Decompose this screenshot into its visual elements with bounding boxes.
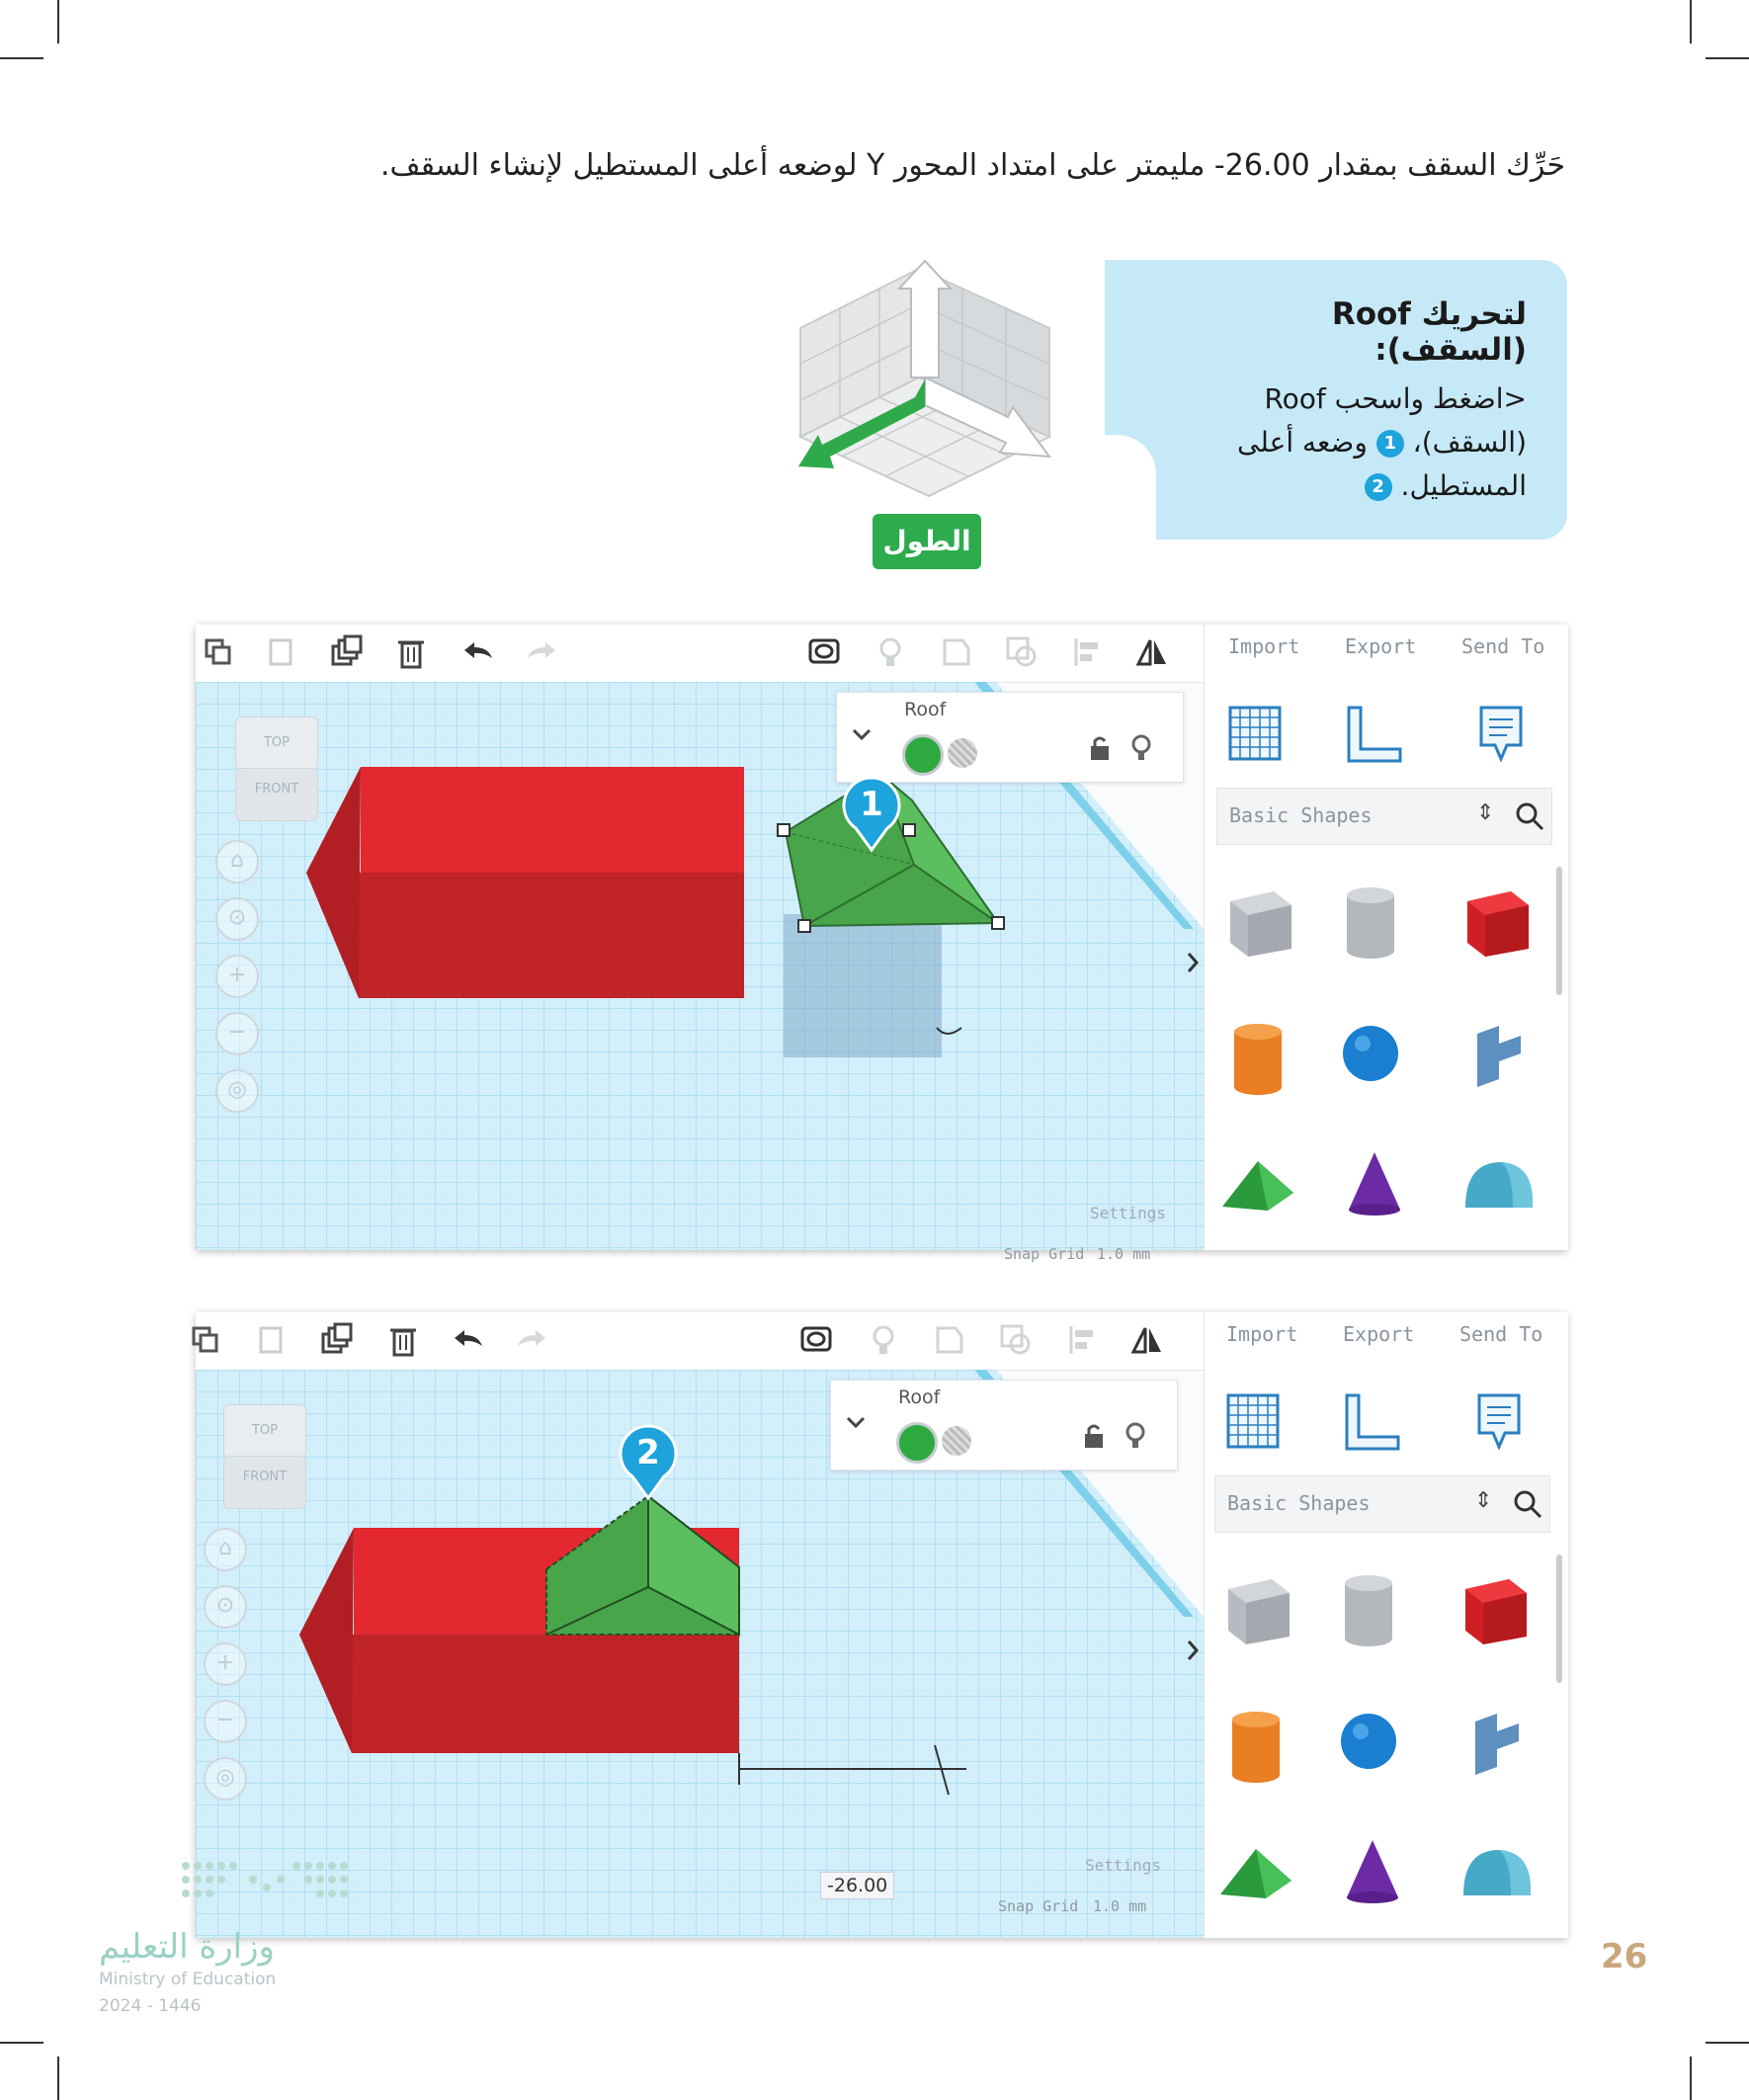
fit-view-button[interactable]: ⊙	[215, 897, 259, 941]
view-cube-front[interactable]: FRONT	[223, 1456, 306, 1509]
paste-icon[interactable]	[253, 1322, 289, 1358]
redo-icon[interactable]	[524, 634, 559, 670]
import-button[interactable]: Import	[1226, 1322, 1298, 1346]
snap-grid-value[interactable]: 1.0 mm	[1097, 1245, 1151, 1263]
snap-grid-value[interactable]: 1.0 mm	[1093, 1897, 1147, 1915]
export-button[interactable]: Export	[1343, 1322, 1415, 1346]
import-button[interactable]: Import	[1228, 634, 1300, 658]
step-2-pin-number: 2	[636, 1433, 660, 1472]
view-cube[interactable]	[223, 1404, 304, 1518]
tinkercad-screenshot-1	[196, 625, 1567, 1263]
workplane-grid-icon[interactable]	[1228, 706, 1282, 761]
callout-body-part1: <اضغط واسحب Roof (السقف)،	[1264, 382, 1527, 459]
shape-cone-purple-icon[interactable]	[1345, 1148, 1404, 1218]
group-icon[interactable]	[932, 1322, 967, 1358]
ministry-name-arabic: وزارة التعليم	[99, 1927, 275, 1967]
ungroup-icon[interactable]	[1004, 634, 1040, 670]
step-1-pin-number: 1	[860, 785, 883, 824]
shape-sphere-blue-icon[interactable]	[1339, 1022, 1402, 1085]
crop-mark	[57, 0, 59, 43]
shape-sphere-blue-icon[interactable]	[1337, 1710, 1400, 1773]
zoom-in-button[interactable]: +	[215, 955, 259, 998]
shape-cone-purple-icon[interactable]	[1343, 1836, 1402, 1905]
notes-shape-icon[interactable]	[1477, 704, 1525, 765]
page-number: 26	[1601, 1937, 1648, 1976]
academic-year: 2024 - 1446	[99, 1996, 202, 2016]
mirror-icon[interactable]	[1129, 1322, 1165, 1358]
shape-halfcylinder-teal-icon[interactable]	[1459, 1844, 1535, 1899]
crop-mark	[1690, 2057, 1692, 2100]
collapse-panel-arrow-icon[interactable]	[1186, 951, 1200, 974]
orthographic-button[interactable]: ◎	[215, 1069, 259, 1113]
toolbar	[196, 625, 1204, 683]
workplane-grid-icon[interactable]	[1226, 1393, 1280, 1449]
hole-swatch[interactable]	[942, 1426, 971, 1456]
lightbulb-icon[interactable]	[866, 1322, 901, 1358]
trash-icon[interactable]	[385, 1322, 421, 1358]
step-2-marker: 2	[1365, 473, 1392, 501]
instruction-text: حَرِّك السقف بمقدار 26.00- مليمتر على امتداد المحور Y لوضعه أعلى المستطيل لإنشاء السقف.	[380, 148, 1565, 183]
callout-text	[1196, 296, 1527, 508]
view-cube-front[interactable]: FRONT	[235, 768, 318, 821]
shape-box-grey-icon[interactable]	[1222, 883, 1299, 963]
shape-cylinder-orange-icon[interactable]	[1226, 1708, 1286, 1787]
scrollbar[interactable]	[1556, 867, 1562, 995]
shape-inspector[interactable]	[836, 692, 1184, 783]
visibility-bulb-icon[interactable]	[1124, 1422, 1146, 1450]
copy-icon[interactable]	[188, 1322, 223, 1358]
shape-cylinder-orange-icon[interactable]	[1228, 1020, 1288, 1099]
view-cube-top[interactable]: TOP	[223, 1404, 306, 1458]
orthographic-button[interactable]: ◎	[204, 1757, 247, 1801]
settings-button[interactable]: Settings	[1085, 1856, 1162, 1875]
crop-mark	[1706, 2042, 1749, 2044]
shape-library-label: Basic Shapes	[1227, 1491, 1371, 1515]
zoom-out-button[interactable]: −	[204, 1700, 247, 1743]
send-to-button[interactable]: Send To	[1461, 634, 1545, 658]
send-to-button[interactable]: Send To	[1459, 1322, 1543, 1346]
undo-icon[interactable]	[451, 1322, 486, 1358]
zoom-out-button[interactable]: −	[215, 1012, 259, 1055]
shape-library-label: Basic Shapes	[1229, 803, 1373, 827]
snap-grid-label: Snap Grid	[1004, 1245, 1085, 1263]
align-icon[interactable]	[1065, 1322, 1101, 1358]
shape-roof-green-icon[interactable]	[1216, 1841, 1295, 1900]
fit-view-button[interactable]: ⊙	[204, 1585, 247, 1629]
step-1-pin	[840, 779, 903, 852]
snap-grid-label: Snap Grid	[998, 1897, 1079, 1915]
inspector-title: Roof	[898, 1386, 941, 1408]
home-view-button[interactable]: ⌂	[204, 1528, 247, 1571]
undo-icon[interactable]	[460, 634, 496, 670]
zoom-in-button[interactable]: +	[204, 1642, 247, 1686]
ruler-icon[interactable]	[1343, 1391, 1400, 1453]
lock-icon[interactable]	[1083, 1422, 1105, 1450]
paste-icon[interactable]	[263, 634, 298, 670]
group-icon[interactable]	[939, 634, 974, 670]
shape-box-red-icon[interactable]	[1459, 883, 1537, 963]
sort-arrows-icon[interactable]: ⇕	[1474, 1488, 1493, 1513]
workplane-canvas[interactable]	[196, 682, 1204, 1263]
scrollbar[interactable]	[1556, 1554, 1562, 1683]
shape-text-icon[interactable]	[1467, 1708, 1527, 1777]
ruler-icon[interactable]	[1345, 704, 1402, 765]
chevron-down-icon[interactable]	[845, 1414, 867, 1430]
trash-icon[interactable]	[393, 634, 429, 670]
collapse-panel-arrow-icon[interactable]	[1186, 1638, 1200, 1662]
shape-cylinder-grey-icon[interactable]	[1339, 1571, 1398, 1650]
align-icon[interactable]	[1070, 634, 1106, 670]
export-button[interactable]: Export	[1345, 634, 1417, 658]
sort-arrows-icon[interactable]: ⇕	[1476, 800, 1495, 825]
mirror-icon[interactable]	[1134, 634, 1170, 670]
copy-icon[interactable]	[201, 634, 236, 670]
axis-length-badge: الطول	[873, 514, 981, 569]
lightbulb-icon[interactable]	[873, 634, 908, 670]
duplicate-icon[interactable]	[319, 1322, 355, 1358]
workplane-canvas[interactable]	[196, 1370, 1204, 1938]
callout-body-part2: وضعه أعلى المستطيل.	[1237, 426, 1527, 502]
redo-icon[interactable]	[514, 1322, 549, 1358]
shape-cylinder-grey-icon[interactable]	[1341, 883, 1400, 963]
inspector-title: Roof	[904, 699, 947, 720]
step-1-marker: 1	[1376, 430, 1404, 458]
search-icon[interactable]	[1514, 800, 1545, 832]
y-offset-field[interactable]: -26.00	[820, 1872, 894, 1899]
axis-cube-icon	[791, 259, 1059, 506]
home-view-button[interactable]: ⌂	[215, 840, 259, 883]
hole-swatch[interactable]	[948, 738, 977, 768]
step-2-pin	[617, 1427, 680, 1500]
shape-roof-green-icon[interactable]	[1218, 1153, 1297, 1213]
settings-button[interactable]: Settings	[1090, 1204, 1167, 1222]
ungroup-icon[interactable]	[998, 1322, 1034, 1358]
solid-color-swatch[interactable]	[896, 1422, 938, 1464]
shape-halfcylinder-teal-icon[interactable]	[1461, 1156, 1537, 1212]
shape-library-select[interactable]	[1214, 1475, 1550, 1533]
lock-icon[interactable]	[1089, 734, 1111, 762]
shape-box-grey-icon[interactable]	[1220, 1571, 1297, 1650]
visibility-bulb-icon[interactable]	[1130, 734, 1152, 762]
search-icon[interactable]	[1512, 1488, 1543, 1520]
crop-mark	[0, 2042, 43, 2044]
shape-inspector[interactable]	[830, 1380, 1178, 1470]
solid-color-swatch[interactable]	[902, 734, 944, 776]
crop-mark	[1706, 57, 1749, 59]
crop-mark	[0, 57, 43, 59]
callout-body	[1196, 378, 1527, 508]
ministry-logo-icon	[178, 1858, 356, 1909]
shape-text-icon[interactable]	[1469, 1020, 1529, 1089]
callout-title: لتحريك Roof (السقف):	[1331, 296, 1527, 368]
duplicate-icon[interactable]	[329, 634, 365, 670]
callout-notch	[1105, 435, 1156, 544]
chevron-down-icon[interactable]	[851, 726, 873, 742]
shape-box-red-icon[interactable]	[1458, 1571, 1535, 1650]
view-cube-top[interactable]: TOP	[235, 716, 318, 770]
notes-icon[interactable]	[798, 1322, 834, 1358]
ministry-name-english: Ministry of Education	[99, 1970, 277, 1989]
notes-shape-icon[interactable]	[1475, 1391, 1523, 1453]
shape-library-select[interactable]	[1216, 788, 1552, 845]
right-panel	[1204, 1312, 1568, 1938]
crop-mark	[57, 2057, 59, 2100]
callout-tab	[1105, 260, 1174, 438]
tinkercad-screenshot-2	[196, 1312, 1567, 1938]
toolbar	[196, 1312, 1204, 1371]
crop-mark	[1690, 0, 1692, 43]
view-cube[interactable]	[235, 716, 316, 830]
notes-icon[interactable]	[806, 634, 842, 670]
right-panel	[1204, 625, 1568, 1250]
